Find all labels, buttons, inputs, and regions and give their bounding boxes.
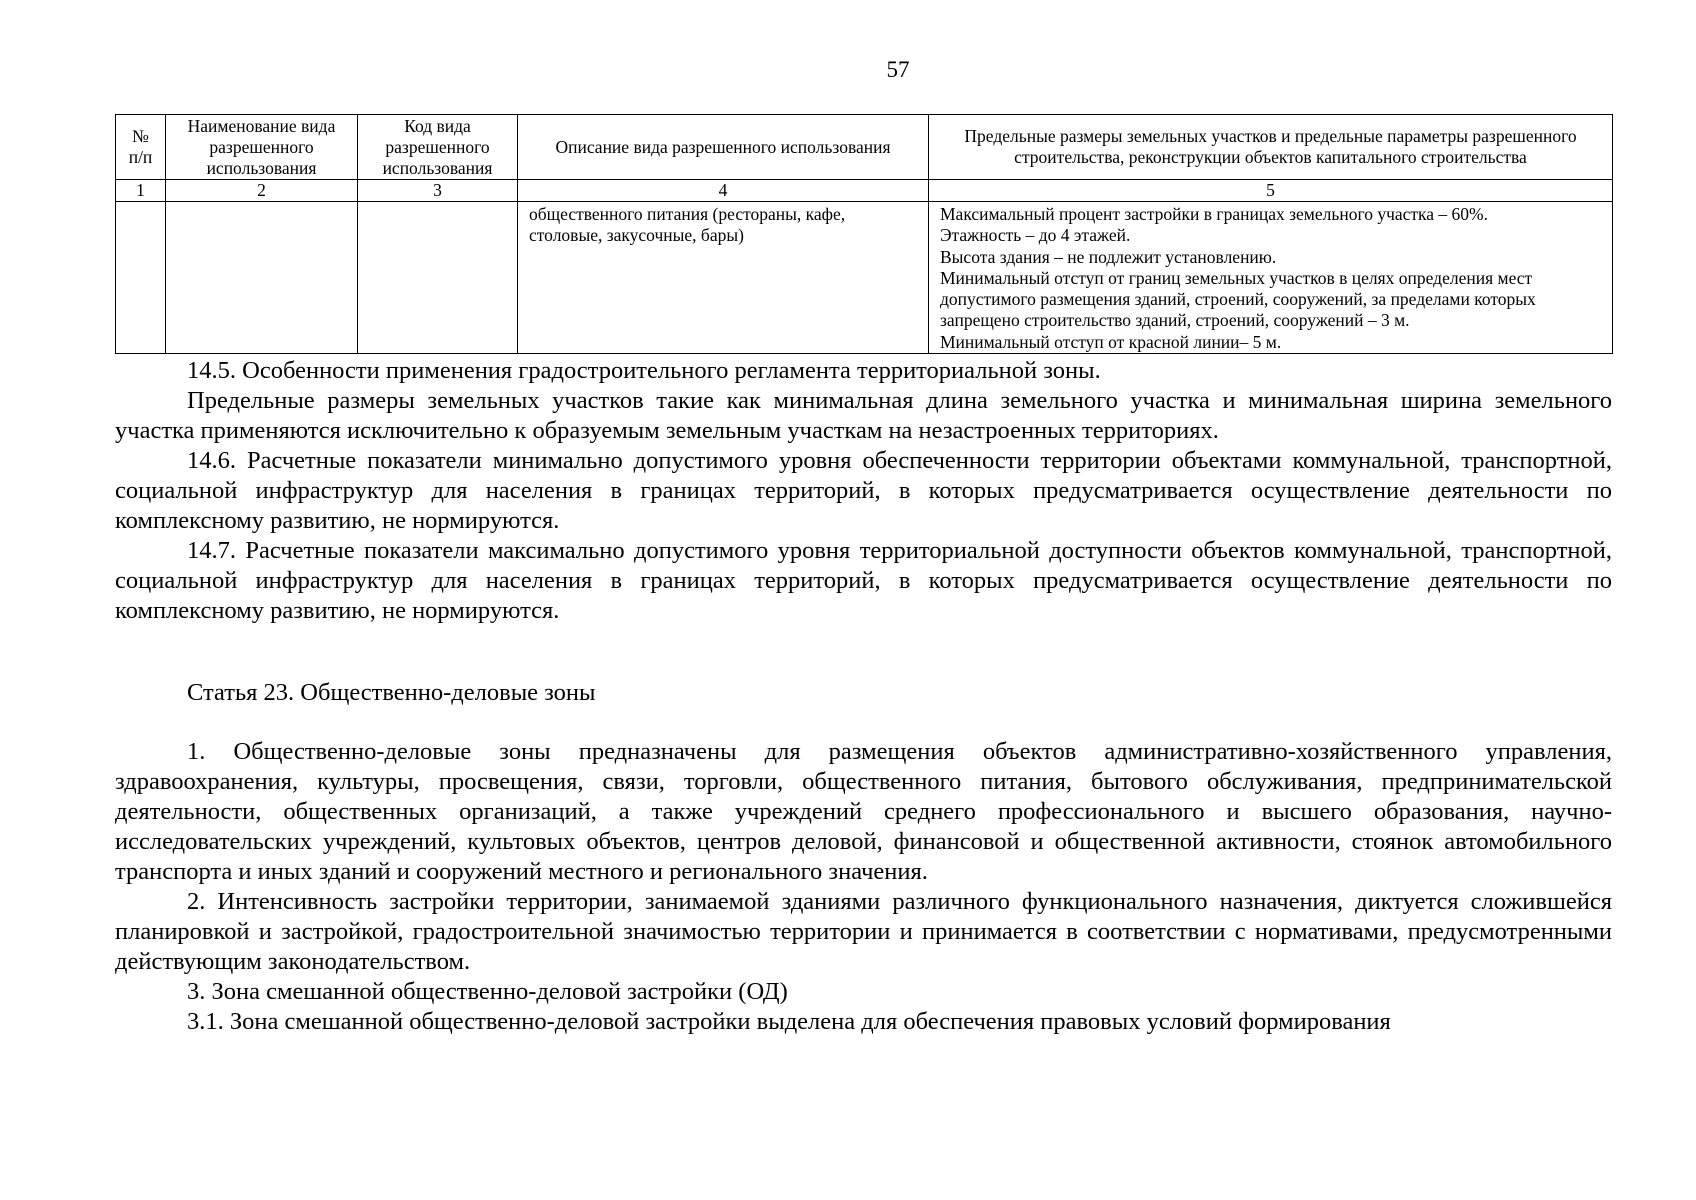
article-heading-block [115, 678, 1612, 708]
article-heading: Статья 23. Общественно-деловые зоны [187, 679, 596, 706]
param-line: Минимальный отступ от границ земельных участков в целях определения мест допустимого размещения зданий, строений, сооружений, за пределами которых запрещено строительство зданий, строений, сооружений – 3 м. [940, 267, 1536, 331]
paragraph: 14.5. Особенности применения градостроительного регламента территориальной зоны. [187, 357, 1101, 384]
regulation-table [115, 114, 1613, 354]
table-row [116, 202, 1613, 354]
paragraph: 14.7. Расчетные показатели максимально допустимого уровня территориальной доступности объектов коммунальной, транспортной, социальной инфраструктур для населения в границах территорий, в которых предусматривается осуществление деятельности по комплексному развитию, не нормируются. [115, 537, 1612, 624]
column-number: 5 [929, 180, 1613, 202]
paragraph: Предельные размеры земельных участков такие как минимальная длина земельного участка и минимальная ширина земельного участка применяются исключительно к образуемым земельным участкам на незастроенных территориях. [115, 387, 1612, 444]
paragraph: 1. Общественно-деловые зоны предназначены для размещения объектов административно-хозяйственного управления, здравоохранения, культуры, просвещения, связи, торговли, общественного питания, бытового обслуживания, предпринимательской деятельности, общественных организаций, а также учреждений среднего профессионального и высшего образования, научно-исследовательских учреждений, культовых объектов, центров деловой, финансовой и общественной активности, стоянок автомобильного транспорта и иных зданий и сооружений местного и регионального значения. [115, 738, 1612, 885]
cell-use-code [358, 202, 518, 354]
page-number: 57 [886, 57, 910, 82]
cell-use-name [166, 202, 358, 354]
paragraph: 14.6. Расчетные показатели минимально допустимого уровня обеспеченности территории объектами коммунальной, транспортной, социальной инфраструктур для населения в границах территорий, в которых предусматривается осуществление деятельности по комплексному развитию, не нормируются. [115, 447, 1612, 534]
param-line: Максимальный процент застройки в границах земельного участка – 60%. [940, 204, 1489, 224]
cell-use-description: общественного питания (рестораны, кафе, столовые, закусочные, бары) [518, 202, 929, 354]
paragraph: 2. Интенсивность застройки территории, занимаемой зданиями различного функционального назначения, диктуется сложившейся планировкой и застройкой, градостроительной значимостью территории и принимается в соответствии с нормативами, предусмотренными действующим законодательством. [115, 888, 1612, 975]
paragraph: 3. Зона смешанной общественно-деловой застройки (ОД) [187, 978, 788, 1005]
article-23-paragraphs [115, 737, 1612, 1037]
header-use-code: Код вида разрешенного использования [358, 115, 518, 180]
column-number: 1 [116, 180, 166, 202]
cell-number [116, 202, 166, 354]
header-number: № п/п [116, 115, 166, 180]
column-number: 4 [518, 180, 929, 202]
param-line: Этажность – до 4 этажей. [940, 225, 1131, 246]
param-line: Высота здания – не подлежит установлению. [940, 246, 1277, 267]
column-number: 3 [358, 180, 518, 202]
cell-limit-params [929, 202, 1613, 354]
header-use-name: Наименование вида разрешенного использования [166, 115, 358, 180]
paragraph: 3.1. Зона смешанной общественно-деловой застройки выделена для обеспечения правовых условий формирования [187, 1008, 1391, 1035]
column-number: 2 [166, 180, 358, 202]
param-line: Минимальный отступ от красной линии– 5 м. [940, 331, 1282, 352]
header-limit-params: Предельные размеры земельных участков и предельные параметры разрешенного строительства, реконструкции объектов капитального строительства [929, 115, 1613, 180]
header-use-description: Описание вида разрешенного использования [518, 115, 929, 180]
table-column-numbers-row [116, 180, 1613, 202]
section-14-paragraphs [115, 356, 1612, 626]
table-header-row [116, 115, 1613, 180]
